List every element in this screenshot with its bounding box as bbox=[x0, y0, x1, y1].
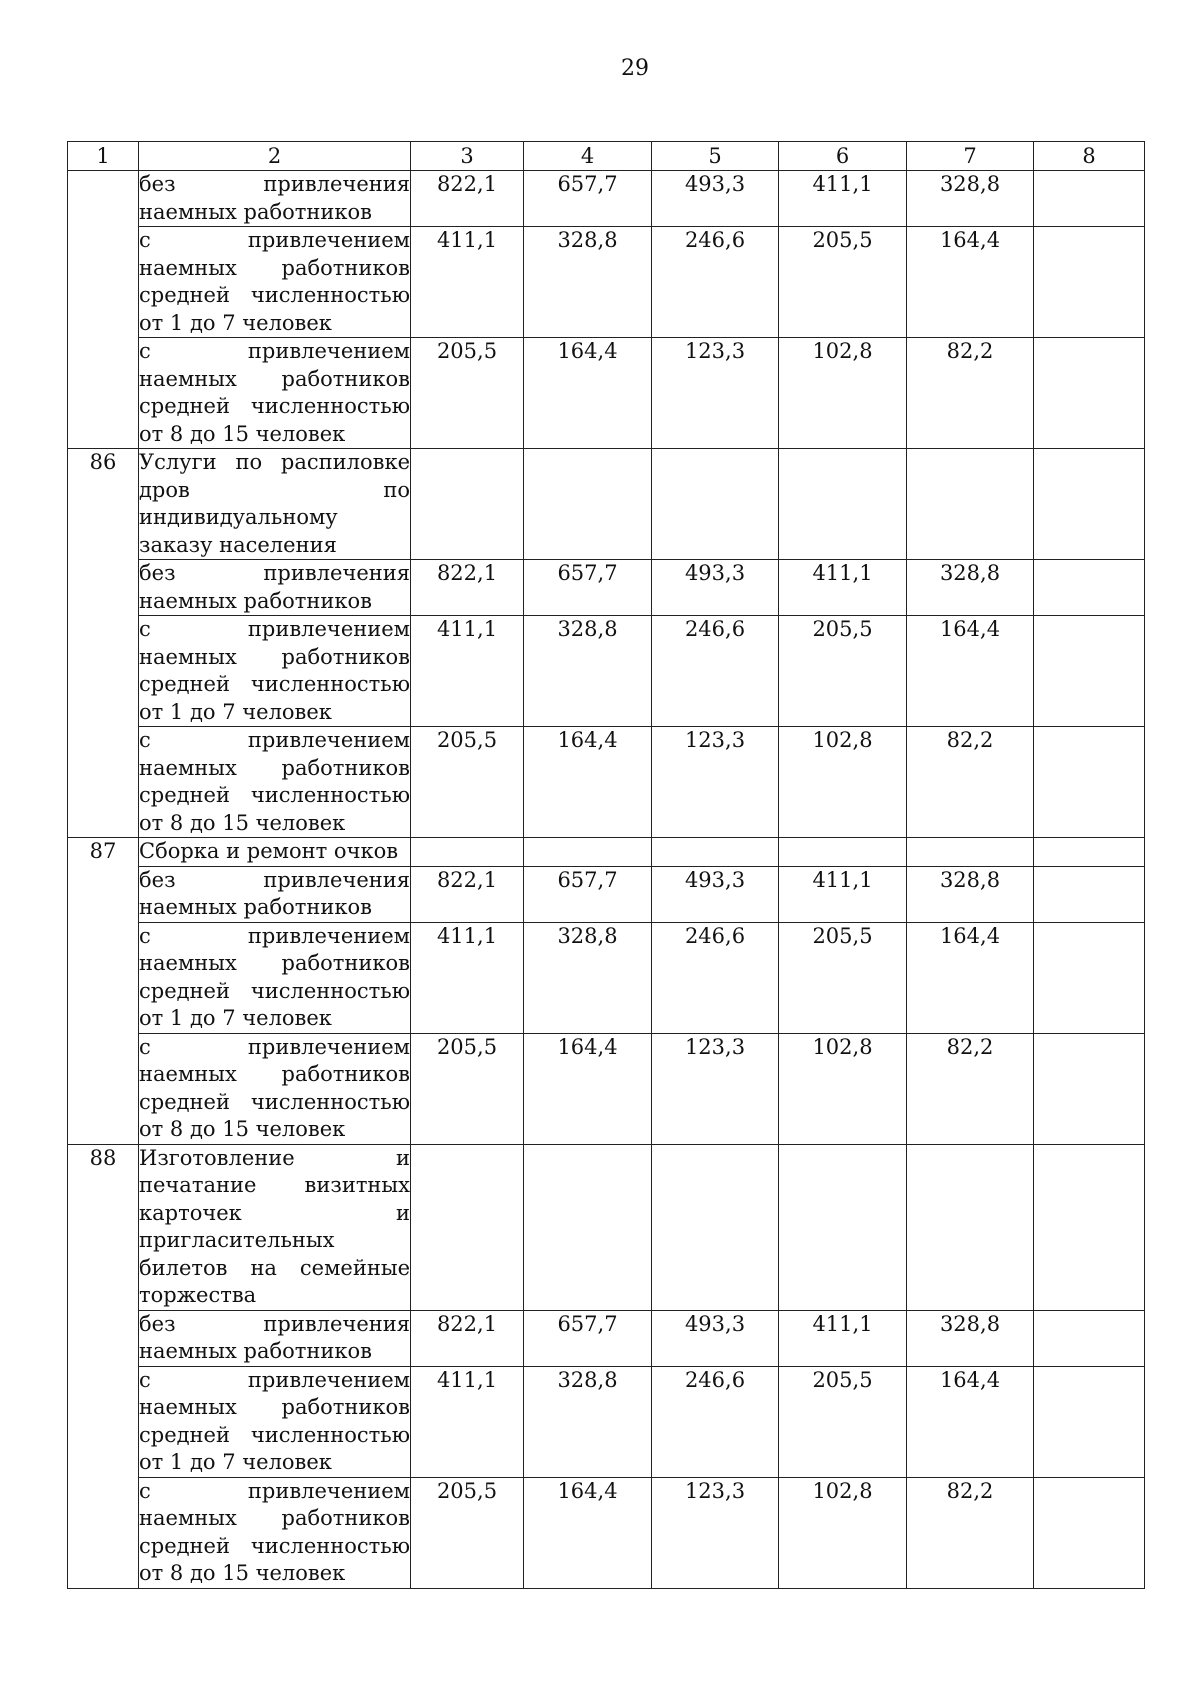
table-row bbox=[68, 727, 1145, 838]
value-cell-col-3: 205,5 bbox=[411, 1477, 524, 1588]
value-cell-col-7 bbox=[907, 449, 1034, 560]
value-cell-col-8 bbox=[1034, 227, 1145, 338]
service-description-cell: без привлечения наемных работников bbox=[139, 866, 411, 922]
table-row bbox=[68, 1366, 1145, 1477]
row-number-cell: 87 bbox=[68, 838, 139, 1145]
value-cell-col-7 bbox=[907, 1144, 1034, 1310]
value-cell-col-3: 411,1 bbox=[411, 227, 524, 338]
column-header: 2 bbox=[139, 142, 411, 171]
service-description-cell: с привлечением наемных работников средней численностью от 1 до 7 человек bbox=[139, 616, 411, 727]
value-cell-col-4: 328,8 bbox=[524, 1366, 652, 1477]
value-cell-col-5: 123,3 bbox=[652, 727, 779, 838]
value-cell-col-4: 657,7 bbox=[524, 560, 652, 616]
value-cell-col-8 bbox=[1034, 1144, 1145, 1310]
table-row bbox=[68, 1144, 1145, 1310]
value-cell-col-3: 822,1 bbox=[411, 1310, 524, 1366]
value-cell-col-6: 205,5 bbox=[779, 922, 907, 1033]
page-number: 29 bbox=[621, 56, 649, 81]
value-cell-col-3 bbox=[411, 838, 524, 867]
value-cell-col-6: 411,1 bbox=[779, 171, 907, 227]
table-row bbox=[68, 1033, 1145, 1144]
value-cell-col-5: 246,6 bbox=[652, 1366, 779, 1477]
value-cell-col-5 bbox=[652, 838, 779, 867]
value-cell-col-3: 205,5 bbox=[411, 338, 524, 449]
row-number-cell: 88 bbox=[68, 1144, 139, 1588]
value-cell-col-7 bbox=[907, 838, 1034, 867]
service-description-cell: Сборка и ремонт очков bbox=[139, 838, 411, 867]
service-description-cell: с привлечением наемных работников средней численностью от 8 до 15 человек bbox=[139, 1477, 411, 1588]
value-cell-col-8 bbox=[1034, 1366, 1145, 1477]
value-cell-col-7: 164,4 bbox=[907, 1366, 1034, 1477]
value-cell-col-5: 246,6 bbox=[652, 616, 779, 727]
value-cell-col-6: 102,8 bbox=[779, 1477, 907, 1588]
value-cell-col-4: 328,8 bbox=[524, 227, 652, 338]
value-cell-col-6: 102,8 bbox=[779, 727, 907, 838]
value-cell-col-3: 822,1 bbox=[411, 866, 524, 922]
value-cell-col-3 bbox=[411, 1144, 524, 1310]
value-cell-col-5: 123,3 bbox=[652, 338, 779, 449]
value-cell-col-7: 328,8 bbox=[907, 866, 1034, 922]
value-cell-col-7: 164,4 bbox=[907, 227, 1034, 338]
value-cell-col-4: 164,4 bbox=[524, 338, 652, 449]
value-cell-col-3: 822,1 bbox=[411, 171, 524, 227]
table-row bbox=[68, 449, 1145, 560]
value-cell-col-8 bbox=[1034, 838, 1145, 867]
value-cell-col-7: 82,2 bbox=[907, 727, 1034, 838]
column-header: 7 bbox=[907, 142, 1034, 171]
value-cell-col-7: 164,4 bbox=[907, 922, 1034, 1033]
column-header: 1 bbox=[68, 142, 139, 171]
value-cell-col-3: 411,1 bbox=[411, 616, 524, 727]
value-cell-col-5: 493,3 bbox=[652, 1310, 779, 1366]
service-description-cell: с привлечением наемных работников средней численностью от 8 до 15 человек bbox=[139, 727, 411, 838]
value-cell-col-4: 328,8 bbox=[524, 922, 652, 1033]
value-cell-col-3: 205,5 bbox=[411, 1033, 524, 1144]
value-cell-col-8 bbox=[1034, 727, 1145, 838]
value-cell-col-7: 82,2 bbox=[907, 1477, 1034, 1588]
value-cell-col-3: 411,1 bbox=[411, 1366, 524, 1477]
value-cell-col-4 bbox=[524, 449, 652, 560]
value-cell-col-8 bbox=[1034, 1477, 1145, 1588]
value-cell-col-5: 123,3 bbox=[652, 1033, 779, 1144]
value-cell-col-5 bbox=[652, 449, 779, 560]
value-cell-col-6: 205,5 bbox=[779, 227, 907, 338]
table-row bbox=[68, 338, 1145, 449]
value-cell-col-8 bbox=[1034, 1310, 1145, 1366]
table-row bbox=[68, 866, 1145, 922]
value-cell-col-3: 822,1 bbox=[411, 560, 524, 616]
value-cell-col-3: 205,5 bbox=[411, 727, 524, 838]
value-cell-col-6: 411,1 bbox=[779, 866, 907, 922]
value-cell-col-4: 164,4 bbox=[524, 1477, 652, 1588]
value-cell-col-4: 328,8 bbox=[524, 616, 652, 727]
column-header: 6 bbox=[779, 142, 907, 171]
table-row bbox=[68, 922, 1145, 1033]
value-cell-col-6 bbox=[779, 838, 907, 867]
value-cell-col-5: 246,6 bbox=[652, 227, 779, 338]
value-cell-col-5 bbox=[652, 1144, 779, 1310]
value-cell-col-6: 205,5 bbox=[779, 616, 907, 727]
row-number-cell bbox=[68, 171, 139, 449]
service-description-cell: Услуги по распиловке дров по индивидуальному заказу населения bbox=[139, 449, 411, 560]
service-description-cell: без привлечения наемных работников bbox=[139, 560, 411, 616]
value-cell-col-8 bbox=[1034, 338, 1145, 449]
column-header: 5 bbox=[652, 142, 779, 171]
value-cell-col-8 bbox=[1034, 449, 1145, 560]
column-header: 3 bbox=[411, 142, 524, 171]
value-cell-col-5: 123,3 bbox=[652, 1477, 779, 1588]
table-row bbox=[68, 560, 1145, 616]
table-row bbox=[68, 227, 1145, 338]
value-cell-col-6 bbox=[779, 1144, 907, 1310]
column-header: 8 bbox=[1034, 142, 1145, 171]
table-row bbox=[68, 838, 1145, 867]
value-cell-col-6: 411,1 bbox=[779, 1310, 907, 1366]
value-cell-col-8 bbox=[1034, 171, 1145, 227]
value-cell-col-5: 493,3 bbox=[652, 866, 779, 922]
value-cell-col-8 bbox=[1034, 616, 1145, 727]
value-cell-col-7: 328,8 bbox=[907, 1310, 1034, 1366]
service-description-cell: с привлечением наемных работников средней численностью от 1 до 7 человек bbox=[139, 922, 411, 1033]
value-cell-col-4: 657,7 bbox=[524, 171, 652, 227]
value-cell-col-6: 102,8 bbox=[779, 338, 907, 449]
value-cell-col-8 bbox=[1034, 560, 1145, 616]
value-cell-col-5: 246,6 bbox=[652, 922, 779, 1033]
value-cell-col-4: 657,7 bbox=[524, 1310, 652, 1366]
table-row bbox=[68, 1477, 1145, 1588]
value-cell-col-7: 82,2 bbox=[907, 338, 1034, 449]
value-cell-col-7: 328,8 bbox=[907, 171, 1034, 227]
service-description-cell: с привлечением наемных работников средней численностью от 1 до 7 человек bbox=[139, 227, 411, 338]
table-row bbox=[68, 171, 1145, 227]
column-header: 4 bbox=[524, 142, 652, 171]
header-row bbox=[68, 142, 1145, 171]
value-cell-col-5: 493,3 bbox=[652, 560, 779, 616]
value-cell-col-8 bbox=[1034, 1033, 1145, 1144]
value-cell-col-6: 102,8 bbox=[779, 1033, 907, 1144]
value-cell-col-4: 164,4 bbox=[524, 727, 652, 838]
value-cell-col-4 bbox=[524, 838, 652, 867]
value-cell-col-3 bbox=[411, 449, 524, 560]
value-cell-col-8 bbox=[1034, 922, 1145, 1033]
value-cell-col-6: 411,1 bbox=[779, 560, 907, 616]
service-description-cell: Изготовление и печатание визитных карточек и пригласительных билетов на семейные торжества bbox=[139, 1144, 411, 1310]
value-cell-col-6: 205,5 bbox=[779, 1366, 907, 1477]
table-row bbox=[68, 1310, 1145, 1366]
table-row bbox=[68, 616, 1145, 727]
service-description-cell: с привлечением наемных работников средней численностью от 8 до 15 человек bbox=[139, 338, 411, 449]
value-cell-col-7: 82,2 bbox=[907, 1033, 1034, 1144]
row-number-cell: 86 bbox=[68, 449, 139, 838]
value-cell-col-8 bbox=[1034, 866, 1145, 922]
value-cell-col-4 bbox=[524, 1144, 652, 1310]
value-cell-col-7: 164,4 bbox=[907, 616, 1034, 727]
service-description-cell: без привлечения наемных работников bbox=[139, 171, 411, 227]
value-cell-col-3: 411,1 bbox=[411, 922, 524, 1033]
value-cell-col-7: 328,8 bbox=[907, 560, 1034, 616]
value-cell-col-4: 164,4 bbox=[524, 1033, 652, 1144]
service-description-cell: без привлечения наемных работников bbox=[139, 1310, 411, 1366]
value-cell-col-4: 657,7 bbox=[524, 866, 652, 922]
service-description-cell: с привлечением наемных работников средней численностью от 1 до 7 человек bbox=[139, 1366, 411, 1477]
value-cell-col-6 bbox=[779, 449, 907, 560]
value-cell-col-5: 493,3 bbox=[652, 171, 779, 227]
tariff-table bbox=[67, 141, 1145, 1589]
service-description-cell: с привлечением наемных работников средней численностью от 8 до 15 человек bbox=[139, 1033, 411, 1144]
